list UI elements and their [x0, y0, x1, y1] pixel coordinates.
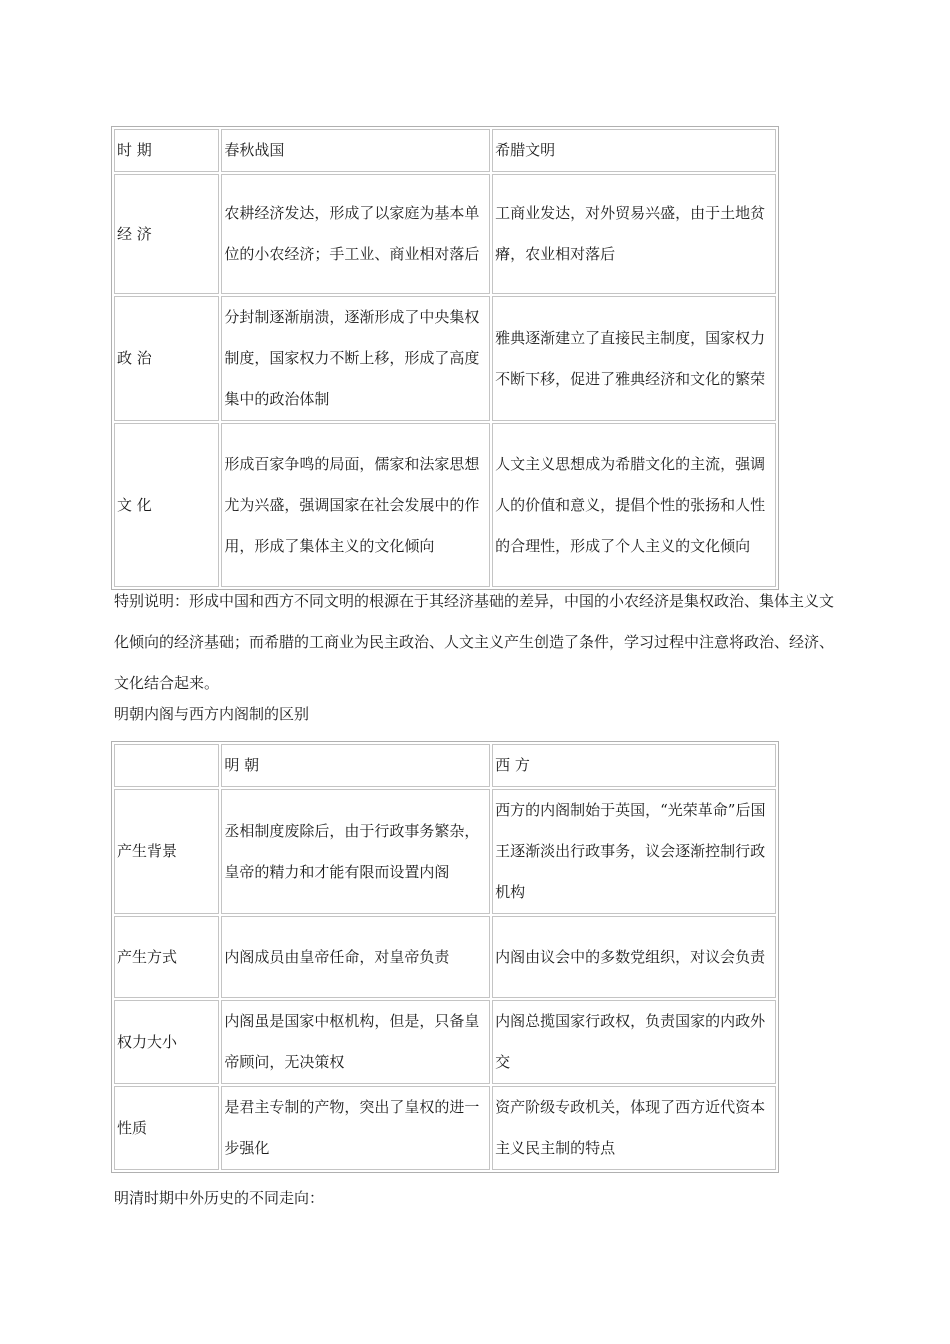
cell-ming: 内阁虽是国家中枢机构，但是，只备皇帝顾问，无决策权 — [221, 1000, 490, 1084]
table-header-row — [114, 744, 776, 787]
table-row — [114, 916, 776, 998]
header-cell-spring-autumn: 春秋战国 — [221, 129, 490, 172]
comparison-table-cabinet — [111, 741, 779, 1173]
cell-ming: 丞相制度废除后，由于行政事务繁杂，皇帝的精力和才能有限而设置内阁 — [221, 789, 490, 914]
section-caption-cabinet: 明朝内阁与西方内阁制的区别 — [114, 705, 310, 723]
comparison-table-civilizations — [111, 126, 779, 590]
table-row — [114, 174, 776, 294]
cell-greece: 工商业发达，对外贸易兴盛，由于土地贫瘠，农业相对落后 — [492, 174, 776, 294]
row-label: 经 济 — [114, 174, 219, 294]
row-label: 文 化 — [114, 423, 219, 587]
cell-west: 西方的内阁制始于英国，“光荣革命”后国王逐渐淡出行政事务，议会逐渐控制行政机构 — [492, 789, 776, 914]
row-label: 权力大小 — [114, 1000, 219, 1084]
row-label: 政 治 — [114, 296, 219, 421]
row-label: 产生背景 — [114, 789, 219, 914]
cell-china: 农耕经济发达，形成了以家庭为基本单位的小农经济；手工业、商业相对落后 — [221, 174, 490, 294]
table-row — [114, 789, 776, 914]
cell-ming: 是君主专制的产物，突出了皇权的进一步强化 — [221, 1086, 490, 1170]
cell-greece: 雅典逐渐建立了直接民主制度，国家权力不断下移，促进了雅典经济和文化的繁荣 — [492, 296, 776, 421]
cell-west: 资产阶级专政机关，体现了西方近代资本主义民主制的特点 — [492, 1086, 776, 1170]
cell-china: 形成百家争鸣的局面，儒家和法家思想尤为兴盛，强调国家在社会发展中的作用，形成了集体主义的文化倾向 — [221, 423, 490, 587]
cell-greece: 人文主义思想成为希腊文化的主流，强调人的价值和意义，提倡个性的张扬和人性的合理性，形成了个人主义的文化倾向 — [492, 423, 776, 587]
cell-ming: 内阁成员由皇帝任命，对皇帝负责 — [221, 916, 490, 998]
table-header-row — [114, 129, 776, 172]
section-caption-ming-qing: 明清时期中外历史的不同走向： — [114, 1189, 325, 1207]
row-label: 性质 — [114, 1086, 219, 1170]
special-note: 特别说明：形成中国和西方不同文明的根源在于其经济基础的差异，中国的小农经济是集权政治、集体主义文化倾向的经济基础；而希腊的工商业为民主政治、人文主义产生创造了条件，学习过程中注意将政治、经济、文化结合起来。 — [114, 592, 835, 692]
row-label: 产生方式 — [114, 916, 219, 998]
header-cell-ming: 明 朝 — [221, 744, 490, 787]
header-cell-greek: 希腊文明 — [492, 129, 776, 172]
cell-china: 分封制逐渐崩溃，逐渐形成了中央集权制度，国家权力不断上移，形成了高度集中的政治体制 — [221, 296, 490, 421]
table-row — [114, 1086, 776, 1170]
header-cell-west: 西 方 — [492, 744, 776, 787]
header-cell-empty — [114, 744, 219, 787]
table-row — [114, 423, 776, 587]
table-row — [114, 1000, 776, 1084]
cell-west: 内阁总揽国家行政权，负责国家的内政外交 — [492, 1000, 776, 1084]
table-row — [114, 296, 776, 421]
cell-west: 内阁由议会中的多数党组织，对议会负责 — [492, 916, 776, 998]
header-cell-period: 时 期 — [114, 129, 219, 172]
